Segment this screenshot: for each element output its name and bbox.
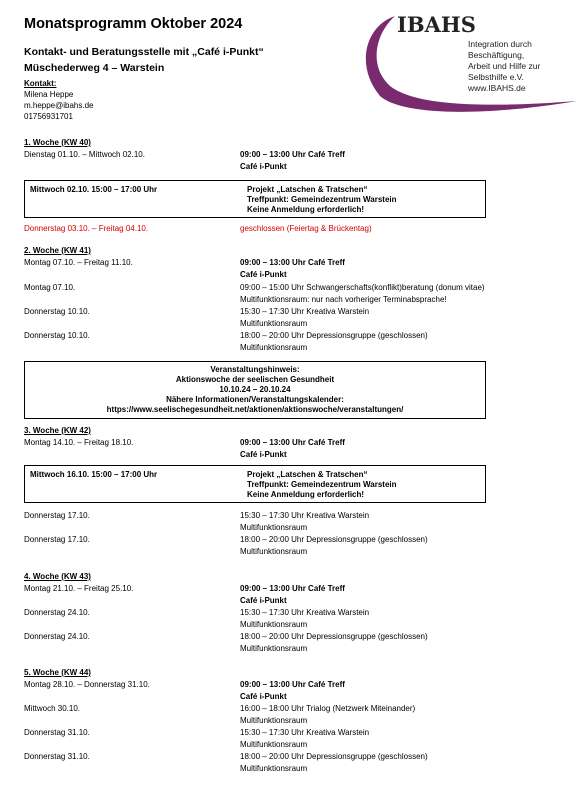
- schedule-row: Multifunktionsraum: [240, 620, 308, 629]
- schedule-row: Multifunktionsraum: [240, 523, 308, 532]
- schedule-row: Donnerstag 17.10. 15:30 – 17:30 Uhr Kreativa Warstein: [24, 511, 370, 520]
- schedule-row: Multifunktionsraum: [240, 764, 308, 773]
- project-box: Mittwoch 16.10. 15:00 – 17:00 Uhr Projekt „Latschen & Tratschen“ Treffpunkt: Gemeindezentrum Warstein Keine Anmeldung erforderlich!: [24, 465, 486, 503]
- schedule-row: Donnerstag 17.10. 18:00 – 20:00 Uhr Depressionsgruppe (geschlossen): [24, 535, 428, 544]
- closed-row: Donnerstag 03.10. – Freitag 04.10. geschlossen (Feiertag & Brückentag): [24, 224, 372, 233]
- schedule-row: Montag 07.10. 09:00 – 15:00 Uhr Schwangerschafts(konflikt)beratung (donum vitae): [24, 283, 485, 292]
- schedule-row: Café i-Punkt: [240, 692, 287, 701]
- schedule-row: Mittwoch 30.10. 16:00 – 18:00 Uhr Trialog (Netzwerk Miteinander): [24, 704, 416, 713]
- logo-line: Selbsthilfe e.V.: [468, 72, 524, 82]
- logo-line: Integration durch: [468, 39, 532, 49]
- notice-link[interactable]: https://www.seelischegesundheit.net/aktionen/aktionswoche/veranstaltungen/: [106, 405, 404, 414]
- schedule-row: Café i-Punkt: [240, 162, 287, 171]
- schedule-row: Multifunktionsraum: [240, 740, 308, 749]
- contact-email: m.heppe@ibahs.de: [24, 101, 94, 110]
- notice-line: Veranstaltungshinweis:: [210, 365, 300, 374]
- schedule-row: Café i-Punkt: [240, 596, 287, 605]
- week-heading: 1. Woche (KW 40): [24, 138, 91, 147]
- schedule-row: Donnerstag 10.10. 15:30 – 17:30 Uhr Kreativa Warstein: [24, 307, 370, 316]
- address: Müschederweg 4 – Warstein: [24, 62, 165, 74]
- schedule-row: Café i-Punkt: [240, 270, 287, 279]
- notice-line: 10.10.24 – 20.10.24: [219, 385, 291, 394]
- schedule-row: Multifunktionsraum: [240, 644, 308, 653]
- schedule-row: Donnerstag 10.10. 18:00 – 20:00 Uhr Depressionsgruppe (geschlossen): [24, 331, 428, 340]
- notice-line: Aktionswoche der seelischen Gesundheit: [175, 375, 335, 384]
- schedule-row: Montag 14.10. – Freitag 18.10. 09:00 – 13:00 Uhr Café Treff: [24, 438, 345, 447]
- schedule-row: Donnerstag 24.10. 15:30 – 17:30 Uhr Kreativa Warstein: [24, 608, 370, 617]
- event-notice-box: [24, 361, 486, 419]
- week-heading: 2. Woche (KW 41): [24, 246, 91, 255]
- schedule-row: Donnerstag 31.10. 18:00 – 20:00 Uhr Depressionsgruppe (geschlossen): [24, 752, 428, 761]
- contact-name: Milena Heppe: [24, 90, 74, 99]
- contact-label: Kontakt:: [24, 79, 57, 88]
- schedule-row: Donnerstag 31.10. 15:30 – 17:30 Uhr Kreativa Warstein: [24, 728, 370, 737]
- page-title: Monatsprogramm Oktober 2024: [24, 16, 243, 32]
- schedule-row: Multifunktionsraum: [240, 343, 308, 352]
- project-box: Mittwoch 02.10. 15:00 – 17:00 Uhr Projekt „Latschen & Tratschen“ Treffpunkt: Gemeindezentrum Warstein Keine Anmeldung erforderlich!: [24, 180, 486, 218]
- schedule-row: Multifunktionsraum: [240, 547, 308, 556]
- week-heading: 4. Woche (KW 43): [24, 572, 91, 581]
- page-subtitle: Kontakt- und Beratungsstelle mit „Café i-Punkt“: [24, 46, 264, 58]
- schedule-row: Multifunktionsraum: [240, 716, 308, 725]
- schedule-row: Multifunktionsraum: [240, 319, 308, 328]
- schedule-row: Montag 21.10. – Freitag 25.10. 09:00 – 13:00 Uhr Café Treff: [24, 584, 345, 593]
- logo-line: www.IBAHS.de: [468, 83, 526, 93]
- schedule-row: Café i-Punkt: [240, 450, 287, 459]
- logo-line: Arbeit und Hilfe zur: [468, 61, 541, 71]
- schedule-row: Donnerstag 24.10. 18:00 – 20:00 Uhr Depressionsgruppe (geschlossen): [24, 632, 428, 641]
- week-heading: 5. Woche (KW 44): [24, 668, 91, 677]
- ibahs-logo: [355, 6, 580, 118]
- notice-line: Nähere Informationen/Veranstaltungskalender:: [166, 395, 344, 404]
- logo-name: IBAHS: [397, 12, 476, 37]
- contact-phone: 01756931701: [24, 112, 73, 121]
- schedule-row: Montag 28.10. – Donnerstag 31.10. 09:00 – 13:00 Uhr Café Treff: [24, 680, 345, 689]
- schedule-row: Dienstag 01.10. – Mittwoch 02.10. 09:00 – 13:00 Uhr Café Treff: [24, 150, 345, 159]
- schedule-row: Montag 07.10. – Freitag 11.10. 09:00 – 13:00 Uhr Café Treff: [24, 258, 345, 267]
- week-heading: 3. Woche (KW 42): [24, 426, 91, 435]
- logo-line: Beschäftigung,: [468, 50, 525, 60]
- schedule-row: Multifunktionsraum: nur nach vorheriger Terminabsprache!: [240, 295, 447, 304]
